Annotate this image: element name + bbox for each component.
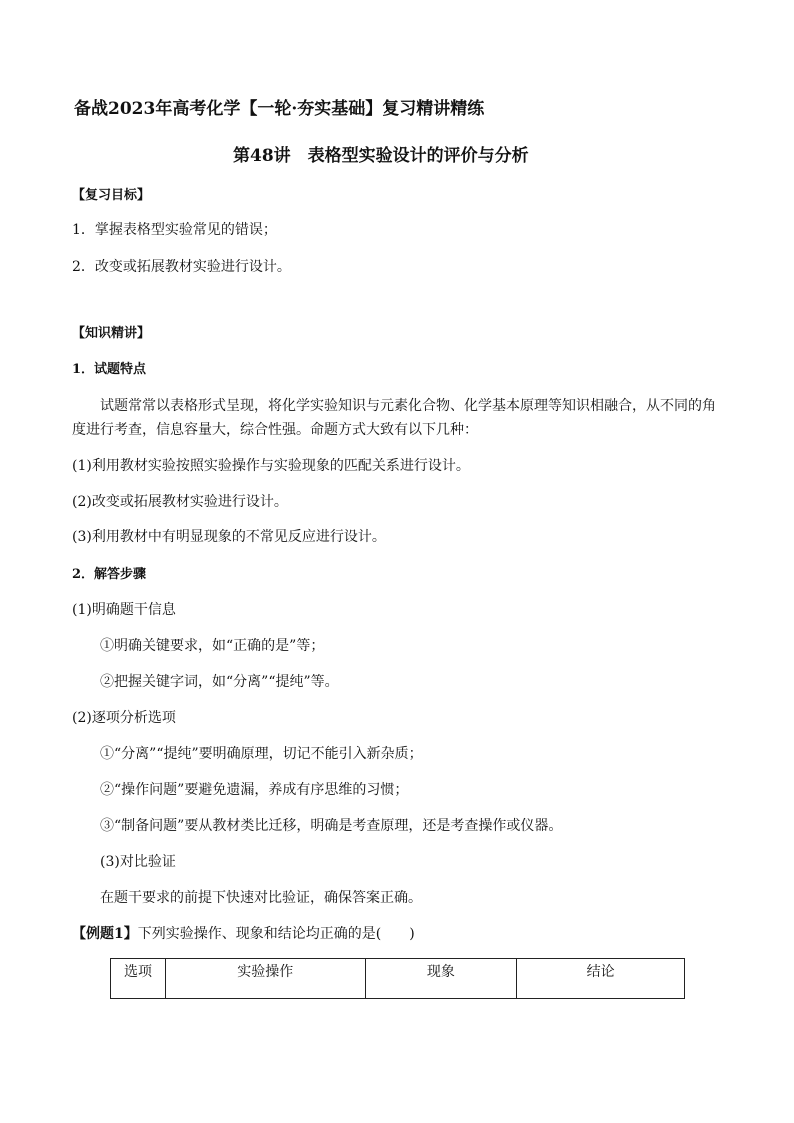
lecture-title: 第48讲 表格型实验设计的评价与分析: [233, 146, 529, 166]
example-question-text: 下列实验操作、现象和结论均正确的是( ): [137, 926, 415, 942]
goal-item-2: 2．改变或拓展教材实验进行设计。: [72, 259, 291, 275]
document-title: 备战2023年高考化学【一轮·夯实基础】复习精讲精练: [74, 99, 485, 119]
section1-item-2: (2)改变或拓展教材实验进行设计。: [72, 494, 288, 510]
table-header-option: 选项: [111, 959, 166, 999]
step3-text: 在题干要求的前提下快速对比验证，确保答案正确。: [100, 890, 422, 906]
example-label: 【例题1】: [72, 926, 138, 942]
step1-item-1: ①明确关键要求，如“正确的是”等；: [100, 638, 325, 654]
section1-heading: 1．试题特点: [72, 362, 147, 377]
step2-item-3: ③“制备问题”要从教材类比迁移，明确是考查原理，还是考查操作或仪器。: [100, 818, 563, 834]
example-table: [110, 958, 685, 999]
section1-item-3: (3)利用教材中有明显现象的不常见反应进行设计。: [72, 529, 386, 545]
step2-item-1: ①“分离”“提纯”要明确原理，切记不能引入新杂质；: [100, 746, 423, 762]
goals-heading: 【复习目标】: [72, 188, 151, 203]
step2-heading: (2)逐项分析选项: [72, 710, 176, 726]
step2-item-2: ②“操作问题”要避免遗漏，养成有序思维的习惯；: [100, 782, 409, 798]
table-header-operation: 实验操作: [165, 959, 365, 999]
section1-item-1: (1)利用教材实验按照实验操作与实验现象的匹配关系进行设计。: [72, 458, 470, 474]
table-header-row: [111, 959, 685, 999]
goal-item-1: 1．掌握表格型实验常见的错误；: [72, 222, 277, 238]
step1-item-2: ②把握关键字词，如“分离”“提纯”等。: [100, 674, 339, 690]
step3-heading: (3)对比验证: [100, 854, 176, 870]
step1-heading: (1)明确题干信息: [72, 602, 176, 618]
table-header-conclusion: 结论: [517, 959, 685, 999]
table-header-phenomenon: 现象: [365, 959, 517, 999]
section1-paragraph-line2: 度进行考查，信息容量大，综合性强。命题方式大致有以下几种：: [72, 422, 478, 438]
section1-paragraph-line1: 试题常常以表格形式呈现，将化学实验知识与元素化合物、化学基本原理等知识相融合，从不同的角: [100, 398, 716, 414]
example-question: [72, 923, 415, 943]
section2-heading: 2．解答步骤: [72, 567, 147, 582]
knowledge-heading: 【知识精讲】: [72, 326, 151, 341]
